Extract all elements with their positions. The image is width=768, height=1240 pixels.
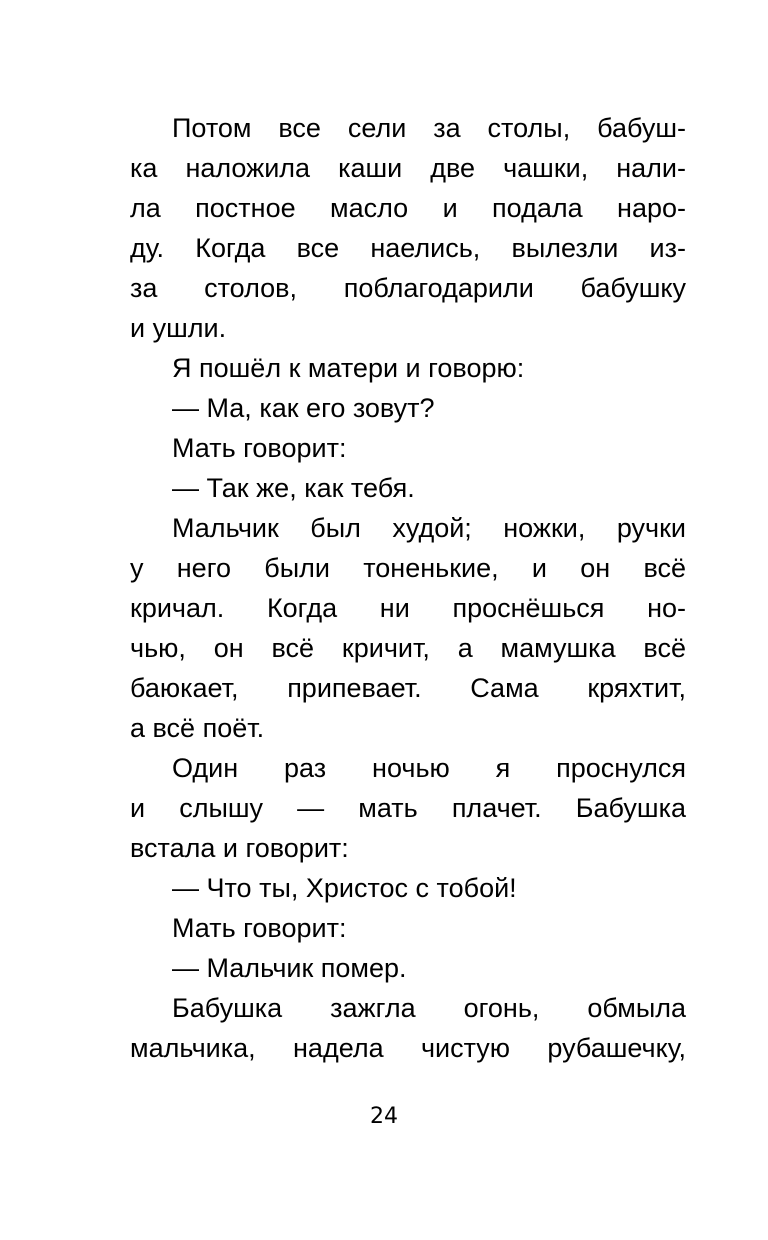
text-line: баюкает, припевает. Сама кряхтит, <box>130 673 686 703</box>
text-line: чью, он всё кричит, а мамушка всё <box>130 633 686 663</box>
text-line: у него были тоненькие, и он всё <box>130 553 686 583</box>
text-line: — Так же, как тебя. <box>172 473 415 503</box>
text-line: Я пошёл к матери и говорю: <box>172 353 525 383</box>
text-line: — Мальчик помер. <box>172 953 407 983</box>
page-number: 24 <box>370 1104 398 1129</box>
text-line: и ушли. <box>130 313 227 343</box>
text-line: Бабушка зажгла огонь, обмыла <box>172 993 686 1023</box>
text-line: а всё поёт. <box>130 713 265 743</box>
text-line: — Что ты, Христос с тобой! <box>172 873 517 903</box>
text-line: мальчика, надела чистую рубашечку, <box>130 1033 686 1063</box>
text-line: встала и говорит: <box>130 833 349 863</box>
text-line: ла постное масло и подала наро- <box>130 193 686 223</box>
text-line: кричал. Когда ни проснёшься но- <box>130 593 686 623</box>
text-line: за столов, поблагодарили бабушку <box>130 273 686 303</box>
text-line: — Ма, как его зовут? <box>172 393 435 423</box>
text-line: Потом все сели за столы, бабуш- <box>172 113 686 143</box>
text-line: Мать говорит: <box>172 913 347 943</box>
text-line: Мать говорит: <box>172 433 347 463</box>
text-line: и слышу — мать плачет. Бабушка <box>130 793 686 823</box>
text-line: Один раз ночью я проснулся <box>172 753 686 783</box>
text-line: Мальчик был худой; ножки, ручки <box>172 513 686 543</box>
text-line: ка наложила каши две чашки, нали- <box>130 153 686 183</box>
page-body-text <box>130 108 686 1068</box>
text-line: ду. Когда все наелись, вылезли из- <box>130 233 686 263</box>
